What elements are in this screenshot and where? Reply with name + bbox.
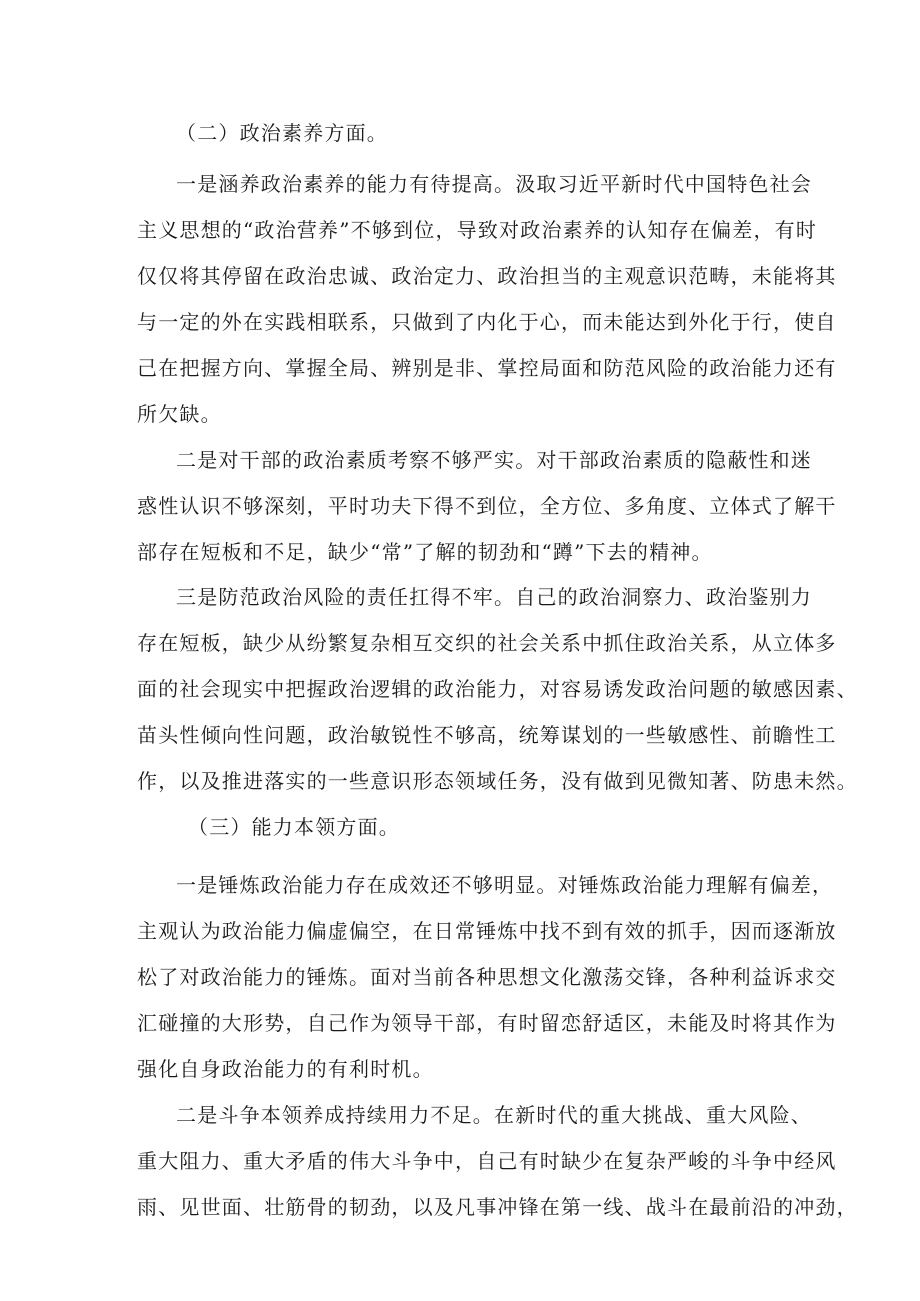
- paragraph-line: 面的社会现实中把握政治逻辑的政治能力，对容易诱发政治问题的敏感因素、: [137, 677, 858, 701]
- paragraph-line: 己在把握方向、掌握全局、辨别是非、掌控局面和防范风险的政治能力还有: [137, 356, 837, 380]
- paragraph-line: 惑性认识不够深刻，平时功夫下得不到位，全方位、多角度、立体式了解干: [137, 494, 837, 518]
- paragraph-line: 三是防范政治风险的责任扛得不牢。自己的政治洞察力、政治鉴别力: [176, 585, 812, 609]
- paragraph-line: 汇碰撞的大形势，自己作为领导干部，有时留恋舒适区，未能及时将其作为: [137, 1011, 837, 1035]
- paragraph-line: 存在短板，缺少从纷繁复杂相互交织的社会关系中抓住政治关系，从立体多: [137, 631, 837, 655]
- paragraph-line: 松了对政治能力的锤炼。面对当前各种思想文化激荡交锋，各种利益诉求交: [137, 965, 837, 989]
- paragraph-line: 雨、见世面、壮筋骨的韧劲，以及凡事冲锋在第一线、战斗在最前沿的冲劲，: [137, 1195, 858, 1219]
- paragraph-line: 仅仅将其停留在政治忠诚、政治定力、政治担当的主观意识范畴，未能将其: [137, 264, 837, 288]
- paragraph-line: 二是对干部的政治素质考察不够严实。对干部政治素质的隐蔽性和迷: [176, 448, 812, 472]
- paragraph-line: 主义思想的“政治营养”不够到位，导致对政治素养的认知存在偏差，有时: [137, 218, 818, 242]
- paragraph-line: 所欠缺。: [137, 402, 222, 426]
- paragraph-line: 苗头性倾向性问题，政治敏锐性不够高，统筹谋划的一些敏感性、前瞻性工: [137, 723, 837, 747]
- paragraph-line: 重大阻力、重大矛盾的伟大斗争中，自己有时缺少在复杂严峻的斗争中经风: [137, 1149, 837, 1173]
- paragraph-line: 主观认为政治能力偏虚偏空，在日常锤炼中找不到有效的抓手，因而逐渐放: [137, 919, 837, 943]
- paragraph-line: 一是锤炼政治能力存在成效还不够明显。对锤炼政治能力理解有偏差，: [176, 873, 834, 897]
- paragraph-line: 强化自身政治能力的有利时机。: [137, 1057, 434, 1081]
- section-heading-ability: （三）能力本领方面。: [188, 815, 400, 839]
- paragraph-line: 部存在短板和不足，缺少“常”了解的韧劲和“蹲”下去的精神。: [137, 540, 713, 564]
- paragraph-line: 与一定的外在实践相联系，只做到了内化于心，而未能达到外化于行，使自: [137, 310, 837, 334]
- paragraph-line: 一是涵养政治素养的能力有待提高。汲取习近平新时代中国特色社会: [176, 172, 812, 196]
- paragraph-line: 作，以及推进落实的一些意识形态领域任务，没有做到见微知著、防患未然。: [137, 769, 858, 793]
- section-heading-political: （二）政治素养方面。: [176, 121, 388, 145]
- paragraph-line: 二是斗争本领养成持续用力不足。在新时代的重大挑战、重大风险、: [176, 1103, 812, 1127]
